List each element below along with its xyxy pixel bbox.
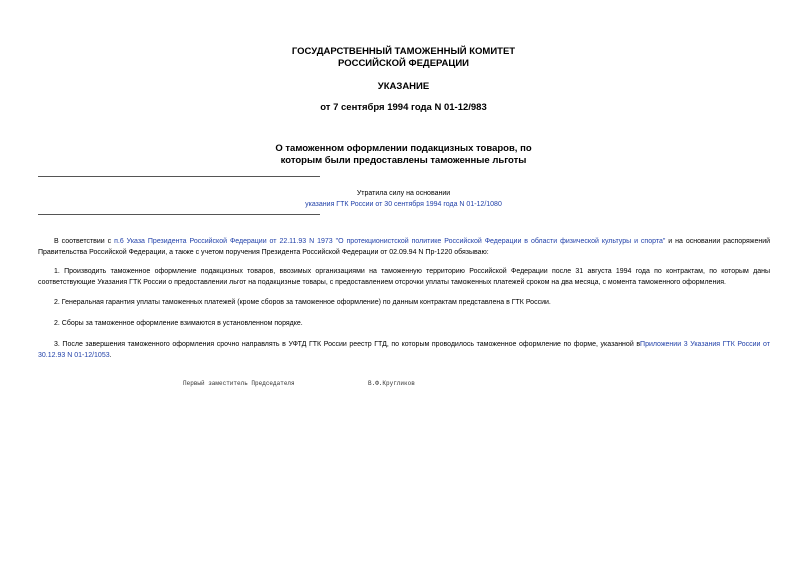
paragraph-3 — [38, 339, 770, 361]
paragraph-1: 1. Производить таможенное оформление подакцизных товаров, ввозимых организациями на таможенную территорию Российской Федерации после 31 августа 1994 года по контрактам, по которым даны соответствующие Указания ГТК России о предоставлении льгот на подакцизные товары, с предоставлением отсрочки уплаты таможенных платежей сроком на два месяца, с момента таможенного оформления. — [38, 268, 770, 286]
status-note-link-line — [0, 199, 807, 210]
document-subject-line2: которым были предоставлены таможенные льготы — [280, 155, 527, 166]
intro-text-after: и на основании распоряжений Правительства Российской Федерации, а также с учетом поручения Президента Российской Федерации от 02.09.94 N Пр-1220 обязываю: — [38, 238, 771, 256]
divider-bottom — [38, 214, 320, 215]
repeal-document-link[interactable]: указания ГТК России от 30 сентября 1994 года N 01-12/1080 — [305, 201, 502, 208]
signatory-position: Первый заместитель Председателя — [183, 380, 295, 387]
document-type: УКАЗАНИЕ — [377, 81, 430, 92]
paragraph-2-guarantee: 2. Генеральная гарантия уплаты таможенных платежей (кроме сборов за таможенное оформление) по данным контрактам представлена в ГТК России. — [54, 299, 551, 306]
p4-text-after: . — [109, 352, 112, 359]
presidential-decree-link[interactable]: п.6 Указа Президента Российской Федерации от 22.11.93 N 1973 "О протекционистской политике Российской Федерации в области физической культуры и спорта" — [114, 238, 666, 245]
status-note-text: Утратила силу на основании — [356, 190, 451, 197]
paragraph-2-fees: 2. Сборы за таможенное оформление взимаются в установленном порядке. — [54, 320, 303, 327]
paragraph-intro — [38, 236, 770, 258]
org-name-line2: РОССИЙСКОЙ ФЕДЕРАЦИИ — [337, 58, 469, 69]
intro-text-before: В соответствии с — [54, 238, 115, 245]
org-name-line1: ГОСУДАРСТВЕННЫЙ ТАМОЖЕННЫЙ КОМИТЕТ — [291, 46, 516, 57]
appendix-link[interactable]: Приложении 3 Указания ГТК России от 30.12.93 N 01-12/1053 — [38, 341, 771, 359]
document-date-number: от 7 сентября 1994 года N 01-12/983 — [320, 102, 487, 113]
p4-text-before: 3. После завершения таможенного оформления срочно направлять в УФТД ГТК России реестр ГТД, по которым проводилось таможенное оформление по форме, указанной в — [54, 341, 641, 348]
signatory-name: В.Ф.Кругликов — [368, 380, 415, 387]
document-subject-line1: О таможенном оформлении подакцизных товаров, по — [275, 143, 532, 154]
divider-top — [38, 176, 320, 177]
